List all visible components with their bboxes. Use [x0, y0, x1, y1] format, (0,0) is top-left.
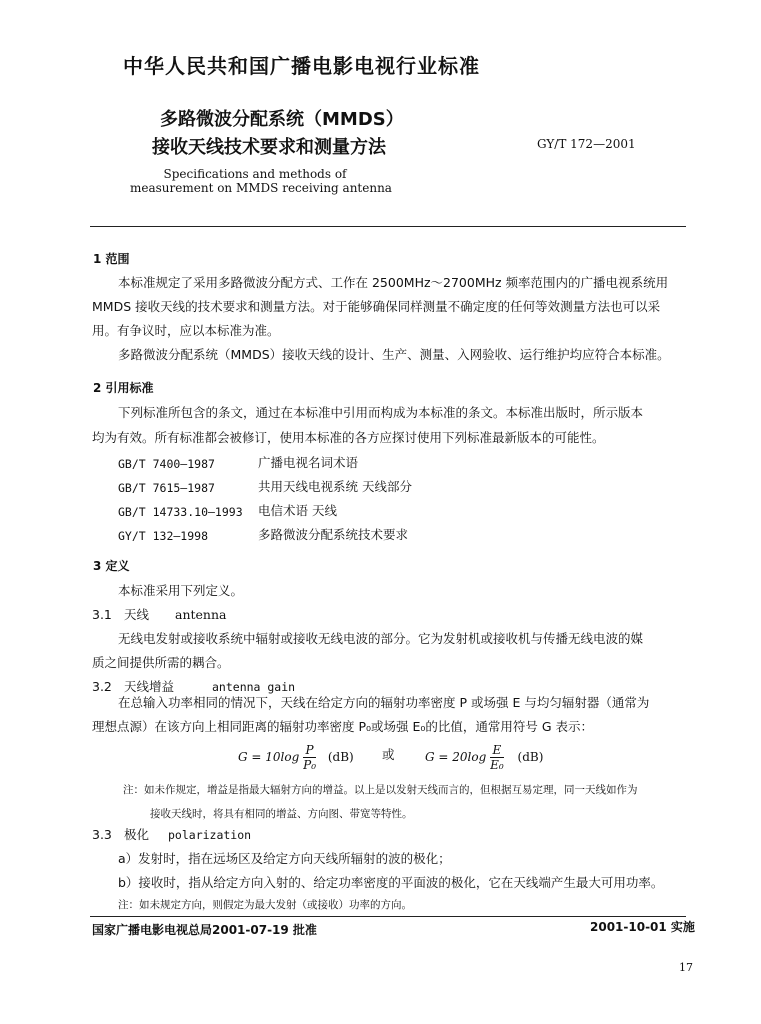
section-2-para-line2: 均为有效。所有标准都会被修订，使用本标准的各方应探讨使用下列标准最新版本的可能性。: [92, 430, 605, 445]
clause-3-1-line2: 质之间提供所需的耦合。: [92, 655, 230, 670]
ref-title: 广播电视名词术语: [258, 455, 359, 470]
ref-title: 多路微波分配系统技术要求: [258, 527, 409, 542]
clause-3-3-number: 3.3: [92, 827, 112, 842]
formula-2-lhs: G = 20log: [425, 750, 487, 764]
formula-2-unit: (dB): [517, 750, 544, 764]
formula-or: 或: [382, 747, 395, 762]
ref-title: 电信术语 天线: [258, 503, 337, 518]
note-1-line2: 接收天线时，将具有相同的增益、方向图、带宽等特性。: [150, 808, 413, 820]
approval-info: 国家广播电影电视总局2001-07-19 批准: [92, 923, 317, 937]
note-1-line1: 注：如未作规定，增益是指最大辐射方向的增益。以上是以发射天线而言的，但根据互易定理，同一天线如作为: [123, 784, 638, 796]
clause-3-2-term: 天线增益: [124, 679, 175, 694]
formula-2-denominator: E₀: [490, 758, 504, 772]
effective-date: 2001-10-01 实施: [590, 920, 695, 934]
standard-title-line2: 接收天线技术要求和测量方法: [152, 137, 386, 158]
page-number: 17: [679, 961, 693, 974]
section-1-para1-line1: 本标准规定了采用多路微波分配方式、工作在 2500MHz～2700MHz 频率范围内的广播电视系统用: [118, 275, 669, 290]
formula-1-denominator: P₀: [303, 758, 317, 772]
gain-formula-field: [425, 743, 543, 772]
clause-3-3-item-a: a）发射时，指在远场区及给定方向天线所辐射的波的极化；: [118, 851, 451, 866]
footer-divider: [90, 916, 686, 917]
clause-3-1-term: 天线: [124, 607, 150, 622]
issuing-organization: 中华人民共和国广播电影电视行业标准: [123, 54, 480, 78]
ref-code: GY/T 132—1998: [118, 529, 209, 543]
clause-3-2-line1: 在总输入功率相同的情况下，天线在给定方向的辐射功率密度 P 或场强 E 与均匀辐射器（通常为: [118, 695, 650, 710]
section-2-para-line1: 下列标准所包含的条文，通过在本标准中引用而构成为本标准的条文。本标准出版时，所示版本: [118, 405, 644, 420]
standard-number: GY/T 172—2001: [537, 137, 636, 151]
section-1-para1-line3: 用。有争议时，应以本标准为准。: [92, 323, 280, 338]
ref-code: GB/T 7615—1987: [118, 481, 215, 495]
clause-3-1-english: antenna: [175, 607, 227, 622]
english-title-line1: Specifications and methods of: [163, 167, 347, 181]
standard-title-line1: 多路微波分配系统（MMDS）: [160, 109, 404, 130]
formula-1-unit: (dB): [327, 750, 354, 764]
formula-1-fraction: [303, 743, 316, 772]
clause-3-1-line1: 无线电发射或接收系统中辐射或接收无线电波的部分。它为发射机或接收机与传播无线电波的媒: [118, 631, 644, 646]
clause-3-3-english: polarization: [168, 828, 252, 842]
section-1-para1-line2: MMDS 接收天线的技术要求和测量方法。对于能够确保同样测量不确定度的任何等效测量方法也可以采: [92, 299, 661, 314]
clause-3-3-item-b: b）接收时，指从给定方向入射的、给定功率密度的平面波的极化，它在天线端产生最大可用功率。: [118, 875, 664, 890]
section-2-heading: 2 引用标准: [93, 381, 154, 395]
ref-code: GB/T 14733.10—1993: [118, 505, 243, 519]
clause-3-2-number: 3.2: [92, 679, 112, 694]
formula-2-numerator: E: [490, 743, 504, 758]
header-divider: [90, 226, 686, 227]
clause-3-2-english: antenna gain: [212, 680, 296, 694]
formula-2-fraction: [490, 743, 504, 772]
english-title-line2: measurement on MMDS receiving antenna: [130, 181, 392, 195]
note-2: 注：如未规定方向，则假定为最大发射（或接收）功率的方向。: [118, 899, 412, 911]
section-3-heading: 3 定义: [93, 559, 130, 573]
formula-1-lhs: G = 10log: [238, 750, 300, 764]
section-1-para2: 多路微波分配系统（MMDS）接收天线的设计、生产、测量、入网验收、运行维护均应符合本标准。: [118, 347, 670, 362]
ref-title: 共用天线电视系统 天线部分: [258, 479, 412, 494]
formula-1-numerator: P: [303, 743, 316, 758]
clause-3-3-term: 极化: [124, 827, 150, 842]
section-3-intro: 本标准采用下列定义。: [118, 583, 244, 598]
clause-3-2-line2: 理想点源）在该方向上相同距离的辐射功率密度 P₀或场强 E₀的比值，通常用符号 G 表示：: [92, 719, 594, 734]
section-1-heading: 1 范围: [93, 252, 130, 266]
gain-formula-power: [238, 743, 354, 772]
ref-code: GB/T 7400—1987: [118, 457, 215, 471]
clause-3-1-number: 3.1: [92, 607, 112, 622]
